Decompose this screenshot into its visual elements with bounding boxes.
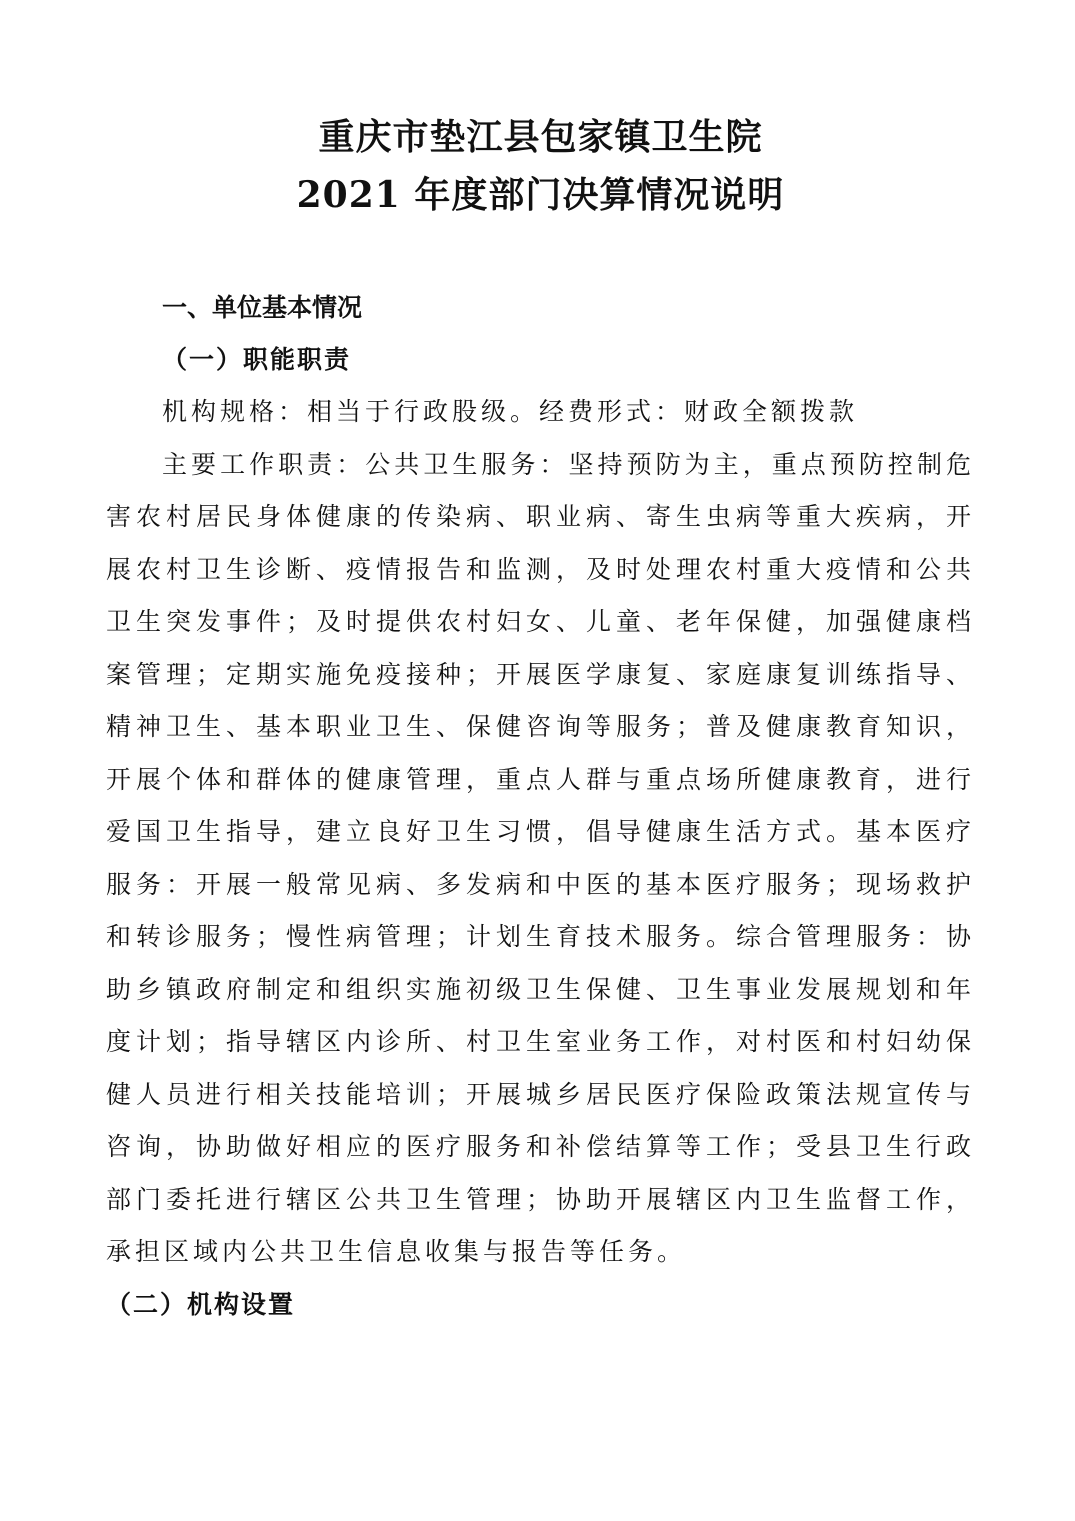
document-title bbox=[106, 0, 975, 224]
section-heading-basic-info: 一、单位基本情况 bbox=[162, 293, 363, 322]
subheading-org-setup: （二）机构设置 bbox=[106, 1289, 296, 1319]
title-line-2: 2021 年度部门决算情况说明 bbox=[296, 174, 785, 216]
paragraph-org-spec: 机构规格：相当于行政股级。经费形式：财政全额拨款 bbox=[162, 397, 859, 426]
subheading-functions: （一）职能职责 bbox=[162, 345, 352, 374]
title-line-1: 重庆市垫江县包家镇卫生院 bbox=[318, 116, 763, 158]
paragraph-main-duties: 主要工作职责：公共卫生服务：坚持预防为主，重点预防控制危害农村居民身体健康的传染病、职业病、寄生虫病等重大疾病，开展农村卫生诊断、疫情报告和监测，及时处理农村重大疫情和公共卫生突发事件；及时提供农村妇女、儿童、老年保健，加强健康档案管理；定期实施免疫接种；开展医学康复、家庭康复训练指导、精神卫生、基本职业卫生、保健咨询等服务；普及健康教育知识，开展个体和群体的健康管理，重点人群与重点场所健康教育，进行爱国卫生指导，建立良好卫生习惯，倡导健康生活方式。基本医疗服务：开展一般常见病、多发病和中医的基本医疗服务；现场救护和转诊服务；慢性病管理；计划生育技术服务。综合管理服务：协助乡镇政府制定和组织实施初级卫生保健、卫生事业发展规划和年度计划；指导辖区内诊所、村卫生室业务工作，对村医和村妇幼保健人员进行相关技能培训；开展城乡居民医疗保险政策法规宣传与咨询，协助做好相应的医疗服务和补偿结算等工作；受县卫生行政部门委托进行辖区公共卫生管理；协助开展辖区内卫生监督工作，承担区域内公共卫生信息收集与报告等任务。 bbox=[106, 449, 975, 1266]
